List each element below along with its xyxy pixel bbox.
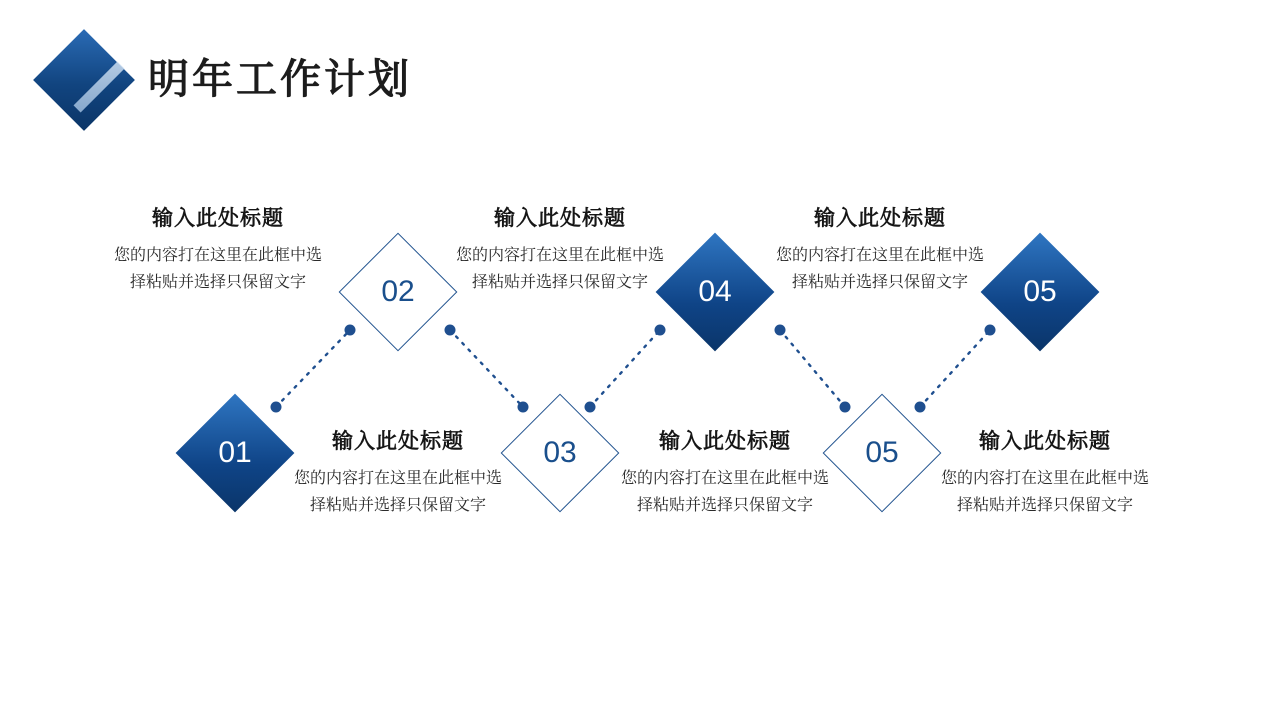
node-text-04 bbox=[455, 202, 665, 296]
node-body: 您的内容打在这里在此框中选择粘贴并选择只保留文字 bbox=[775, 247, 984, 291]
diagram-node-02[interactable] bbox=[343, 237, 453, 347]
node-title: 输入此处标题 bbox=[152, 206, 284, 230]
node-text-01 bbox=[293, 425, 503, 519]
node-title: 输入此处标题 bbox=[332, 429, 464, 453]
diagram-node-05-bottom[interactable] bbox=[827, 398, 937, 508]
node-title: 输入此处标题 bbox=[979, 429, 1111, 453]
node-body: 您的内容打在这里在此框中选择粘贴并选择只保留文字 bbox=[455, 247, 664, 291]
node-number: 01 bbox=[218, 436, 252, 469]
node-body: 您的内容打在这里在此框中选择粘贴并选择只保留文字 bbox=[620, 470, 829, 514]
node-title: 输入此处标题 bbox=[659, 429, 791, 453]
node-number: 05 bbox=[865, 436, 899, 469]
node-title: 输入此处标题 bbox=[814, 206, 946, 230]
node-text-05-top bbox=[775, 202, 985, 296]
title-diamond-decoration bbox=[34, 30, 134, 130]
diamond-icon bbox=[33, 29, 135, 131]
node-text-02 bbox=[113, 202, 323, 296]
node-title: 输入此处标题 bbox=[494, 206, 626, 230]
node-body: 您的内容打在这里在此框中选择粘贴并选择只保留文字 bbox=[113, 247, 322, 291]
diagram-node-04[interactable] bbox=[660, 237, 770, 347]
node-number: 04 bbox=[698, 275, 732, 308]
diagram-node-01[interactable] bbox=[180, 398, 290, 508]
node-text-03 bbox=[620, 425, 830, 519]
diagram-node-05-top[interactable] bbox=[985, 237, 1095, 347]
slide-header bbox=[0, 0, 1280, 140]
diagram-node-03[interactable] bbox=[505, 398, 615, 508]
node-number: 03 bbox=[543, 436, 577, 469]
node-body: 您的内容打在这里在此框中选择粘贴并选择只保留文字 bbox=[293, 470, 502, 514]
node-number: 02 bbox=[381, 275, 415, 308]
process-diagram bbox=[0, 140, 1280, 700]
node-number: 05 bbox=[1023, 275, 1057, 308]
node-text-05-bottom bbox=[940, 425, 1150, 519]
node-body: 您的内容打在这里在此框中选择粘贴并选择只保留文字 bbox=[940, 470, 1149, 514]
page-title: 明年工作计划 bbox=[148, 56, 412, 102]
